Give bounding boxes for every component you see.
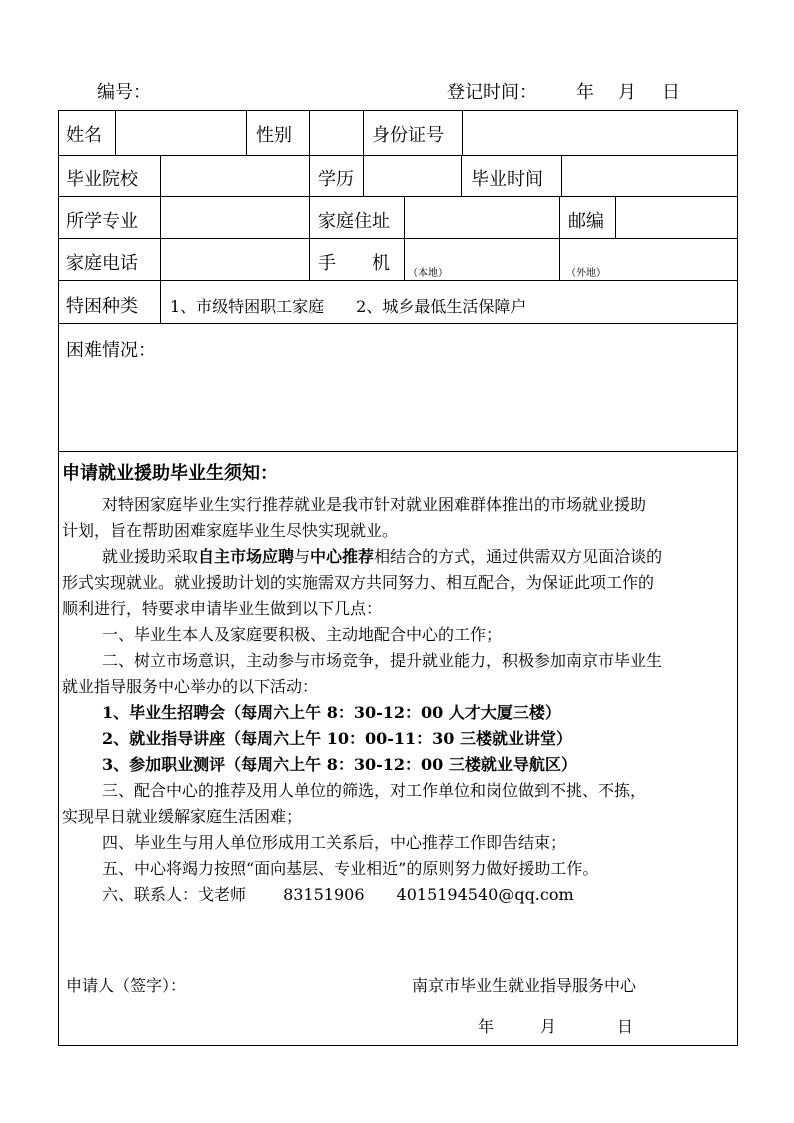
home-phone-label: 家庭电话 (66, 253, 138, 274)
notice-p2-bold1: 自主市场应聘 (198, 547, 295, 566)
notice-p2-line1 (62, 544, 736, 570)
postcode-label: 邮编 (568, 211, 604, 232)
activity-2: 2、就业指导讲座（每周六上午 10：00-11：30 三楼就业讲堂） (102, 729, 572, 748)
notice-item-6-contact: 六、联系人：戈老师 83151906 4015194540@qq.com (102, 885, 574, 904)
notice-item-2-line2: 就业指导服务中心举办的以下活动： (62, 677, 319, 696)
notice-item-3-line2: 实现早日就业缓解家庭生活困难； (62, 807, 303, 826)
notice-p1-line2: 计划，旨在帮助困难家庭毕业生尽快实现就业。 (62, 521, 399, 540)
notice-item-2-line1: 二、树立市场意识，主动参与市场竞争，提升就业能力，积极参加南京市毕业生 (102, 651, 663, 670)
name-label: 姓名 (66, 125, 102, 146)
sign-day: 日 (617, 1017, 634, 1036)
applicant-signature-label: 申请人（签字）： (66, 976, 187, 995)
registration-time-label: 登记时间： (447, 82, 537, 103)
sign-year: 年 (478, 1017, 495, 1036)
mobile-label: 手 机 (318, 253, 390, 274)
notice-p2-line3: 顺利进行，特要求申请毕业生做到以下几点： (62, 599, 383, 618)
hardship-type-label: 特困种类 (66, 296, 138, 317)
sign-month: 月 (540, 1017, 557, 1036)
gender-label: 性别 (256, 125, 292, 146)
notice-item-3-line1: 三、配合中心的推荐及用人单位的筛选，对工作单位和岗位做到不挑、不拣， (102, 781, 647, 800)
notice-p2-pre: 就业援助采取 (102, 547, 199, 566)
header-month: 月 (618, 82, 636, 103)
notice-p2-mid: 与 (294, 547, 311, 566)
activity-1: 1、毕业生招聘会（每周六上午 8：30-12：00 人才大厦三楼） (102, 703, 561, 722)
notice-title: 申请就业援助毕业生须知： (62, 463, 278, 484)
activity-3: 3、参加职业测评（每周六上午 8：30-12：00 三楼就业导航区） (102, 755, 577, 774)
local-note: （本地） (408, 268, 448, 279)
header-year: 年 (576, 82, 594, 103)
home-address-label: 家庭住址 (318, 211, 390, 232)
service-center-name: 南京市毕业生就业指导服务中心 (412, 976, 637, 995)
education-label: 学历 (318, 169, 354, 190)
number-label: 编号： (97, 82, 151, 103)
school-label: 毕业院校 (66, 169, 138, 190)
id-number-label: 身份证号 (372, 125, 444, 146)
notice-p2-post: 相结合的方式，通过供需双方见面洽谈的 (374, 547, 663, 566)
hardship-options: 1、市级特困职工家庭 2、城乡最低生活保障户 (170, 297, 527, 316)
notice-item-4: 四、毕业生与用人单位形成用工关系后，中心推荐工作即告结束； (102, 833, 567, 852)
notice-item-5: 五、中心将竭力按照“面向基层、专业相近”的原则努力做好援助工作。 (102, 859, 599, 878)
graduation-time-label: 毕业时间 (471, 169, 543, 190)
header-day: 日 (662, 82, 680, 103)
non-local-note: （外地） (566, 268, 606, 279)
major-label: 所学专业 (66, 211, 138, 232)
notice-p1-line1: 对特困家庭毕业生实行推荐就业是我市针对就业困难群体推出的市场就业援助 (102, 495, 647, 514)
notice-item-1: 一、毕业生本人及家庭要积极、主动地配合中心的工作； (102, 625, 503, 644)
notice-p2-bold2: 中心推荐 (310, 547, 375, 566)
difficulty-label: 困难情况： (66, 340, 156, 361)
notice-p2-line2: 形式实现就业。就业援助计划的实施需双方共同努力、相互配合，为保证此项工作的 (62, 573, 655, 592)
notice-section (62, 460, 736, 908)
